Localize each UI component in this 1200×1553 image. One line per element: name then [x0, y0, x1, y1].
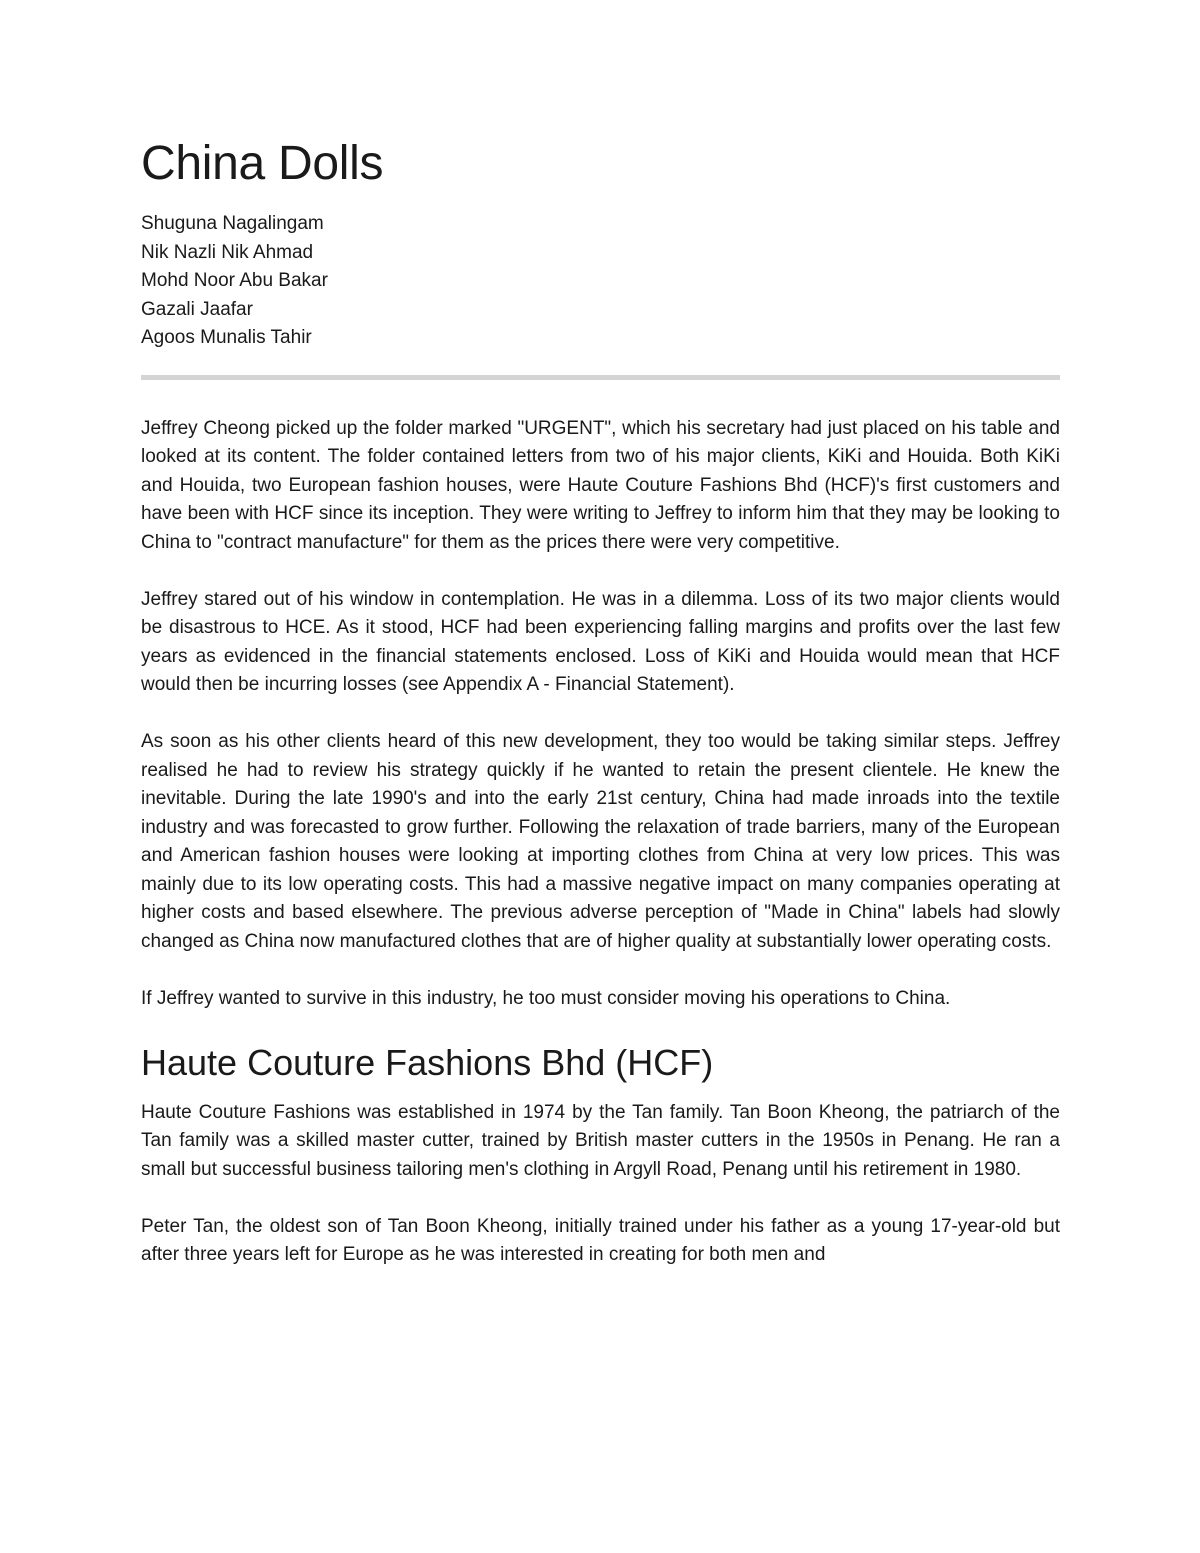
horizontal-divider	[141, 375, 1060, 380]
body-paragraph: Haute Couture Fashions was established in 1974 by the Tan family. Tan Boon Kheong, the patriarch of the Tan family was a skilled master cutter, trained by British master cutters in the 1950s in Penang. He ran a small but successful business tailoring men's clothing in Argyll Road, Penang until his retirement in 1980.	[141, 1101, 1060, 1180]
author-name: Mohd Noor Abu Bakar	[141, 270, 328, 291]
author-name: Agoos Munalis Tahir	[141, 327, 312, 348]
body-paragraph: Jeffrey stared out of his window in contemplation. He was in a dilemma. Loss of its two major clients would be disastrous to HCE. As it stood, HCF had been experiencing falling margins and profits over the last few years as evidenced in the financial statements enclosed. Loss of KiKi and Houida would mean that HCF would then be incurring losses (see Appendix A - Financial Statement).	[141, 588, 1060, 695]
body-paragraph: As soon as his other clients heard of this new development, they too would be taking similar steps. Jeffrey realised he had to review his strategy quickly if he wanted to retain the present clientele. He knew the inevitable. During the late 1990's and into the early 21st century, China had made inroads into the textile industry and was forecasted to grow further. Following the relaxation of trade barriers, many of the European and American fashion houses were looking at importing clothes from China at very low prices. This was mainly due to its low operating costs. This had a massive negative impact on many companies operating at higher costs and based elsewhere. The previous adverse perception of "Made in China" labels had slowly changed as China now manufactured clothes that are of higher quality at substantially lower operating costs.	[141, 731, 1060, 952]
author-name: Shuguna Nagalingam	[141, 213, 324, 234]
author-name: Nik Nazli Nik Ahmad	[141, 241, 314, 263]
document-title: China Dolls	[141, 137, 384, 190]
author-list	[141, 210, 1060, 353]
document-page	[141, 137, 1060, 1298]
body-paragraph: Jeffrey Cheong picked up the folder marked "URGENT", which his secretary had just placed on his table and looked at its content. The folder contained letters from two of his major clients, KiKi and Houida. Both KiKi and Houida, two European fashion houses, were Haute Couture Fashions Bhd (HCF)'s first customers and have been with HCF since its inception. They were writing to Jeffrey to inform him that they may be looking to China to "contract manufacture" for them as the prices there were very competitive.	[141, 417, 1060, 553]
body-paragraph: Peter Tan, the oldest son of Tan Boon Kheong, initially trained under his father as a young 17-year-old but after three years left for Europe as he was interested in creating for both men and	[141, 1215, 1060, 1266]
section-heading: Haute Couture Fashions Bhd (HCF)	[141, 1041, 714, 1083]
author-name: Gazali Jaafar	[141, 298, 253, 320]
body-paragraph: If Jeffrey wanted to survive in this industry, he too must consider moving his operations to China.	[141, 987, 951, 1009]
